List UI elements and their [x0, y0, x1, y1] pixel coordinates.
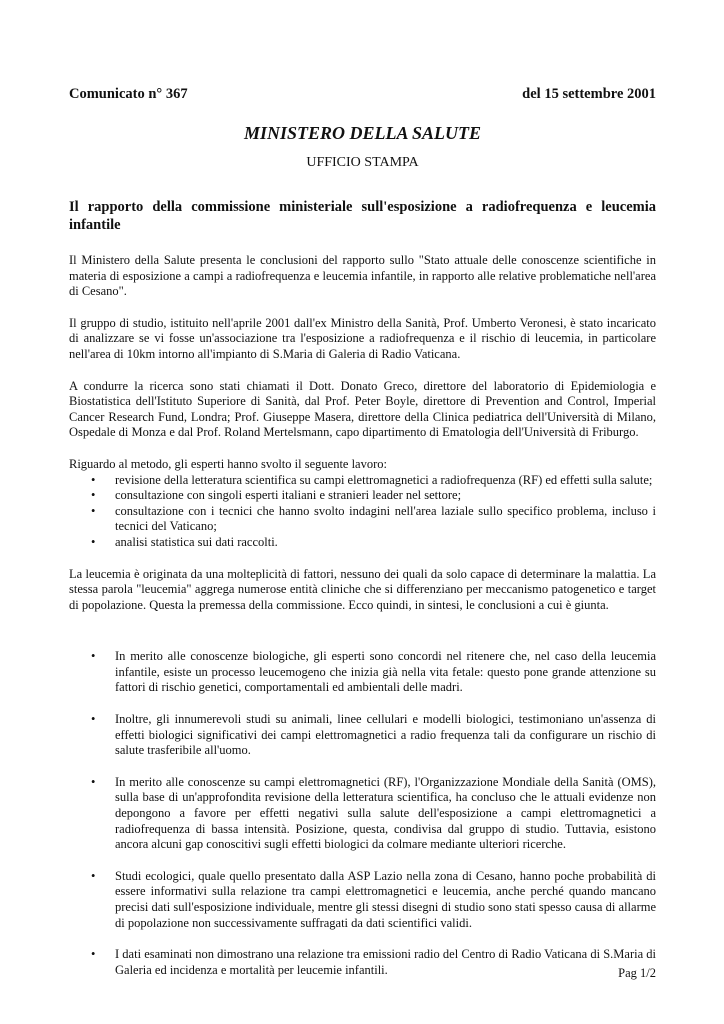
- list-item: • Studi ecologici, quale quello presentato dalla ASP Lazio nella zona di Cesano, hanno poche probabilità di essere informativi sulla relazione tra campi elettromagnetici e leucemia, anche perché quando mancano precisi dati sull'esposizione individuale, mentre gli stessi disegni di studio sono stati spesso causa di allarme di popolazione non successivamente suffragati da dati scientifici validi.: [91, 868, 656, 930]
- document-page: [69, 86, 656, 994]
- page-number: Pag 1/2: [618, 966, 656, 980]
- conclusions-list: [69, 649, 656, 978]
- list-item: • consultazione con i tecnici che hanno svolto indagini nell'area laziale sullo specifico problema, incluso i tecnici del Vaticano;: [91, 503, 656, 534]
- methods-list: [69, 473, 656, 551]
- bullet-icon: •: [91, 774, 96, 789]
- bullet-icon: •: [91, 503, 96, 518]
- press-office: UFFICIO STAMPA: [306, 155, 419, 170]
- list-item: • revisione della letteratura scientifica su campi elettromagnetici a radiofrequenza (RF) ed effetti sulla salute;: [91, 472, 653, 487]
- bullet-icon: •: [91, 534, 96, 549]
- list-item: • In merito alle conoscenze biologiche, gli esperti sono concordi nel ritenere che, nel caso della leucemia infantile, esiste un processo leucemogeno che inizia già nella vita fetale: questo pone grande attenzione su fattori di rischio genetici, comportamentali ed ambientali delle madri.: [91, 649, 656, 695]
- list-item: • I dati esaminati non dimostrano una relazione tra emissioni radio del Centro di Radio Vaticana di S.Maria di Galeria ed incidenza e mortalità per leucemie infantili.: [91, 947, 656, 977]
- paragraph-method-intro: Riguardo al metodo, gli esperti hanno svolto il seguente lavoro:: [69, 456, 387, 471]
- bullet-icon: •: [91, 488, 96, 503]
- ministry-name: MINISTERO DELLA SALUTE: [243, 123, 482, 143]
- list-item: • Inoltre, gli innumerevoli studi su animali, linee cellulari e modelli biologici, testimoniano un'assenza di effetti biologici significativi dei campi elettromagnetici a radio frequenza tali da configurare un rischio di salute trasferibile all'uomo.: [91, 712, 656, 758]
- list-item: • analisi statistica sui dati raccolti.: [91, 534, 278, 549]
- communique-number: Comunicato n° 367: [69, 86, 188, 102]
- bullet-icon: •: [91, 712, 96, 727]
- paragraph-study-group: Il gruppo di studio, istituito nell'aprile 2001 dall'ex Ministro della Sanità, Prof. Umberto Veronesi, è stato incaricato di analizzare se vi fosse un'associazione tra l'esposizione a radiofrequenza e il rischio di leucemia, in particolare nell'area di 10km intorno all'impianto di S.Maria di Galeria di Radio Vaticana.: [69, 315, 656, 361]
- bullet-icon: •: [91, 649, 96, 664]
- bullet-icon: •: [91, 868, 96, 883]
- document-title: Il rapporto della commissione ministeriale sull'esposizione a radiofrequenza e leucemia infantile: [69, 199, 656, 233]
- paragraph-intro: Il Ministero della Salute presenta le conclusioni del rapporto sullo "Stato attuale delle conoscenze scientifiche in materia di esposizione a campi a radiofrequenza e leucemia infantile, in rapporto alle relative problematiche nell'area di Cesano".: [69, 253, 656, 299]
- paragraph-leukemia-premise: La leucemia è originata da una molteplicità di fattori, nessuno dei quali da solo capace di determinare la malattia. La stessa parola "leucemia" aggrega numerose entità cliniche che si differenziano per meccanismo patogenetico e target di popolazione. Questa la premessa della commissione. Ecco quindi, in sintesi, le conclusioni a cui è giunta.: [69, 566, 656, 612]
- list-item: • consultazione con singoli esperti italiani e stranieri leader nel settore;: [91, 488, 462, 503]
- bullet-icon: •: [91, 472, 96, 487]
- bullet-icon: •: [91, 947, 96, 962]
- list-item: • In merito alle conoscenze su campi elettromagnetici (RF), l'Organizzazione Mondiale della Sanità (OMS), sulla base di un'approfondita revisione della letteratura scientifica, ha concluso che le attuali evidenze non depongono a favore per effetti negativi sulla salute dell'esposizione a campi elettromagnetici a radiofrequenza di bassa intensità. Posizione, questa, condivisa dal gruppo di studio. Tuttavia, esistono ancora alcuni gap conoscitivi sugli effetti biologici da colmare mediante ulteriori ricerche.: [91, 774, 656, 852]
- header-row: [69, 86, 656, 103]
- communique-date: del 15 settembre 2001: [522, 86, 656, 102]
- paragraph-researchers: A condurre la ricerca sono stati chiamati il Dott. Donato Greco, direttore del laboratorio di Epidemiologia e Biostatistica dell'Istituto Superiore di Sanità, dal Prof. Peter Boyle, direttore di Prevention and Control, Imperial Cancer Research Fund, Londra; Prof. Giuseppe Masera, direttore della Clinica pediatrica dell'Università di Milano, Ospedale di Monza e dal Prof. Roland Mertelsmann, capo dipartimento di Ematologia dell'Università di Friburgo.: [69, 378, 656, 440]
